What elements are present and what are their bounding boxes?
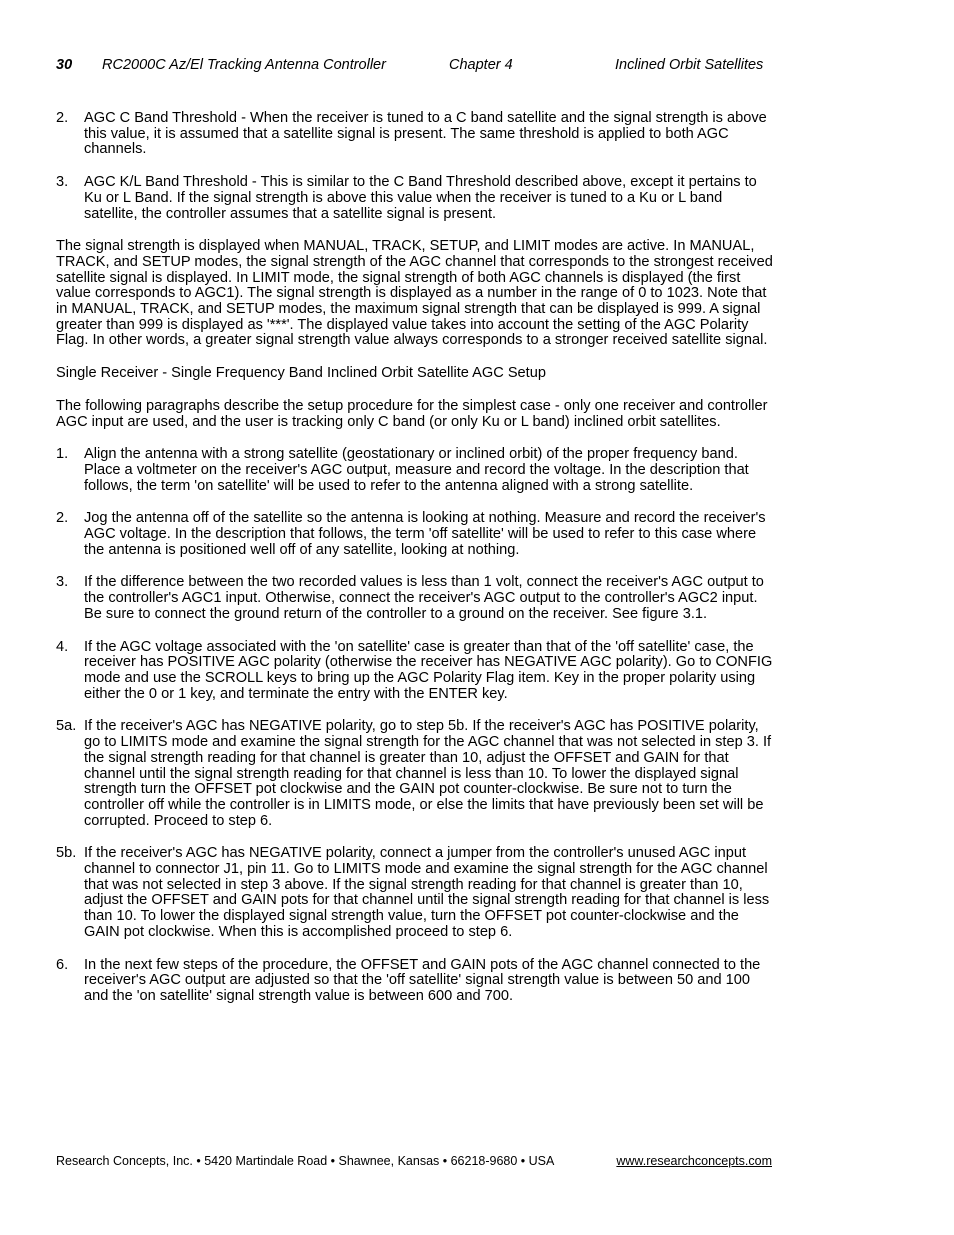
list-text: AGC K/L Band Threshold - This is similar to the C Band Threshold described above, except it pertains to Ku or L Band. If the signal strength is above this value when the receiver is tuned to a Ku or L band satellite, the controller assumes that a satellite signal is present. <box>84 174 757 222</box>
company-address: Research Concepts, Inc. • 5420 Martindale Road • Shawnee, Kansas • 66218-9680 • USA <box>56 1154 555 1168</box>
page-footer <box>56 1154 772 1170</box>
chapter-label: Chapter 4 <box>449 57 513 73</box>
list-item <box>56 511 776 558</box>
manual-title: RC2000C Az/El Tracking Antenna Controller <box>102 57 386 73</box>
page-header <box>56 57 776 77</box>
list-item <box>56 719 776 829</box>
intro-paragraph: The following paragraphs describe the setup procedure for the simplest case - only one receiver and controller AGC input are used, and the user is tracking only C band (or only Ku or L band) inclined orbit satellites. <box>56 397 768 430</box>
list-item <box>56 575 776 622</box>
signal-strength-paragraph: The signal strength is displayed when MANUAL, TRACK, SETUP, and LIMIT modes are active. In MANUAL, TRACK, and SETUP modes, the signal strength of the AGC channel that corresponds to the strongest received satellite signal is displayed. In LIMIT mode, the signal strength of both AGC channels is displayed (the first value corresponds to AGC1). The signal strength is displayed as a number in the range of 0 to 1023. Note that in MANUAL, TRACK, and SETUP modes, the maximum signal strength that can be displayed is 999. A signal greater than 999 is displayed as '***'. The displayed value takes into account the setting of the AGC Polarity Flag. In other words, a greater signal strength value always corresponds to a stronger received satellite signal. <box>56 238 773 349</box>
website-link[interactable]: www.researchconcepts.com <box>616 1154 772 1168</box>
list-text: If the receiver's AGC has NEGATIVE polarity, connect a jumper from the controller's unused AGC input channel to connector J1, pin 11. Go to LIMITS mode and examine the signal strength for the AGC channel that was not selected in step 3 above. If the signal strength reading for that channel is greater than 10, adjust the OFFSET and GAIN pots for that channel until the signal strength reading for that channel is less than 10. To lower the displayed signal strength value, turn the OFFSET pot counter-clockwise and the GAIN pot clockwise. When this is accomplished proceed to step 6. <box>84 845 770 940</box>
list-text: If the AGC voltage associated with the 'on satellite' case is greater than that of the 'off satellite' case, the receiver has POSITIVE AGC polarity (otherwise the receiver has NEGATIVE AGC polarity). Go to CONFIG mode and use the SCROLL keys to bring up the AGC Polarity Flag item. Key in the proper polarity using either the 0 or 1 key, and terminate the entry with the ENTER key. <box>84 638 773 702</box>
page-content <box>56 111 776 1022</box>
list-number: 3. <box>56 174 69 191</box>
list-number: 5a. <box>56 718 77 735</box>
list-text: If the difference between the two recorded values is less than 1 volt, connect the receiver's AGC output to the controller's AGC1 input. Otherwise, connect the receiver's AGC output to the controller's AGC2 input. Be sure to connect the ground return of the controller to a ground on the receiver. See figure 3.1. <box>84 574 764 622</box>
section-title: Inclined Orbit Satellites <box>615 57 764 73</box>
list-number: 5b. <box>56 845 77 862</box>
list-text: In the next few steps of the procedure, the OFFSET and GAIN pots of the AGC channel connected to the receiver's AGC output are adjusted so that the 'off satellite' signal strength value is between 50 and 100 and the 'on satellite' signal strength value is between 600 and 700. <box>84 956 761 1004</box>
list-text: AGC C Band Threshold - When the receiver is tuned to a C band satellite and the signal strength is above this value, it is assumed that a satellite signal is present. The same threshold is applied to both AGC channels. <box>84 110 767 158</box>
list-number: 1. <box>56 446 69 463</box>
list-item <box>56 958 776 1005</box>
page-number: 30 <box>56 57 73 73</box>
list-text: Align the antenna with a strong satellite (geostationary or inclined orbit) of the proper frequency band. Place a voltmeter on the receiver's AGC output, measure and record the voltage. In the description that follows, the term 'on satellite' will be used to refer to the antenna aligned with a strong satellite. <box>84 446 749 494</box>
list-text: Jog the antenna off of the satellite so the antenna is looking at nothing. Measure and record the receiver's AGC voltage. In the description that follows, the term 'off satellite' will be used to refer to this case where the antenna is positioned well off of any satellite, looking at nothing. <box>84 510 766 558</box>
list-number: 2. <box>56 110 69 126</box>
list-number: 4. <box>56 638 69 655</box>
list-text: If the receiver's AGC has NEGATIVE polarity, go to step 5b. If the receiver's AGC has POSITIVE polarity, go to LIMITS mode and examine the signal strength for the AGC channel that was not selected in step 3. If the signal strength reading for that channel is greater than 10, adjust the OFFSET and GAIN for that channel until the signal strength reading for that channel is less than 10. To lower the displayed signal strength turn the OFFSET pot clockwise and the GAIN pot counter-clockwise. Be sure not to turn the controller off while the controller is in LIMITS mode, or else the limits that have previously been set will be corrupted. Proceed to step 6. <box>84 718 772 829</box>
list-item <box>56 640 776 703</box>
list-number: 2. <box>56 510 69 527</box>
list-number: 6. <box>56 956 69 973</box>
list-item <box>56 111 776 158</box>
list-item <box>56 447 776 494</box>
list-number: 3. <box>56 574 69 591</box>
list-item <box>56 846 776 940</box>
setup-subheading: Single Receiver - Single Frequency Band Inclined Orbit Satellite AGC Setup <box>56 365 546 382</box>
list-item <box>56 175 776 222</box>
